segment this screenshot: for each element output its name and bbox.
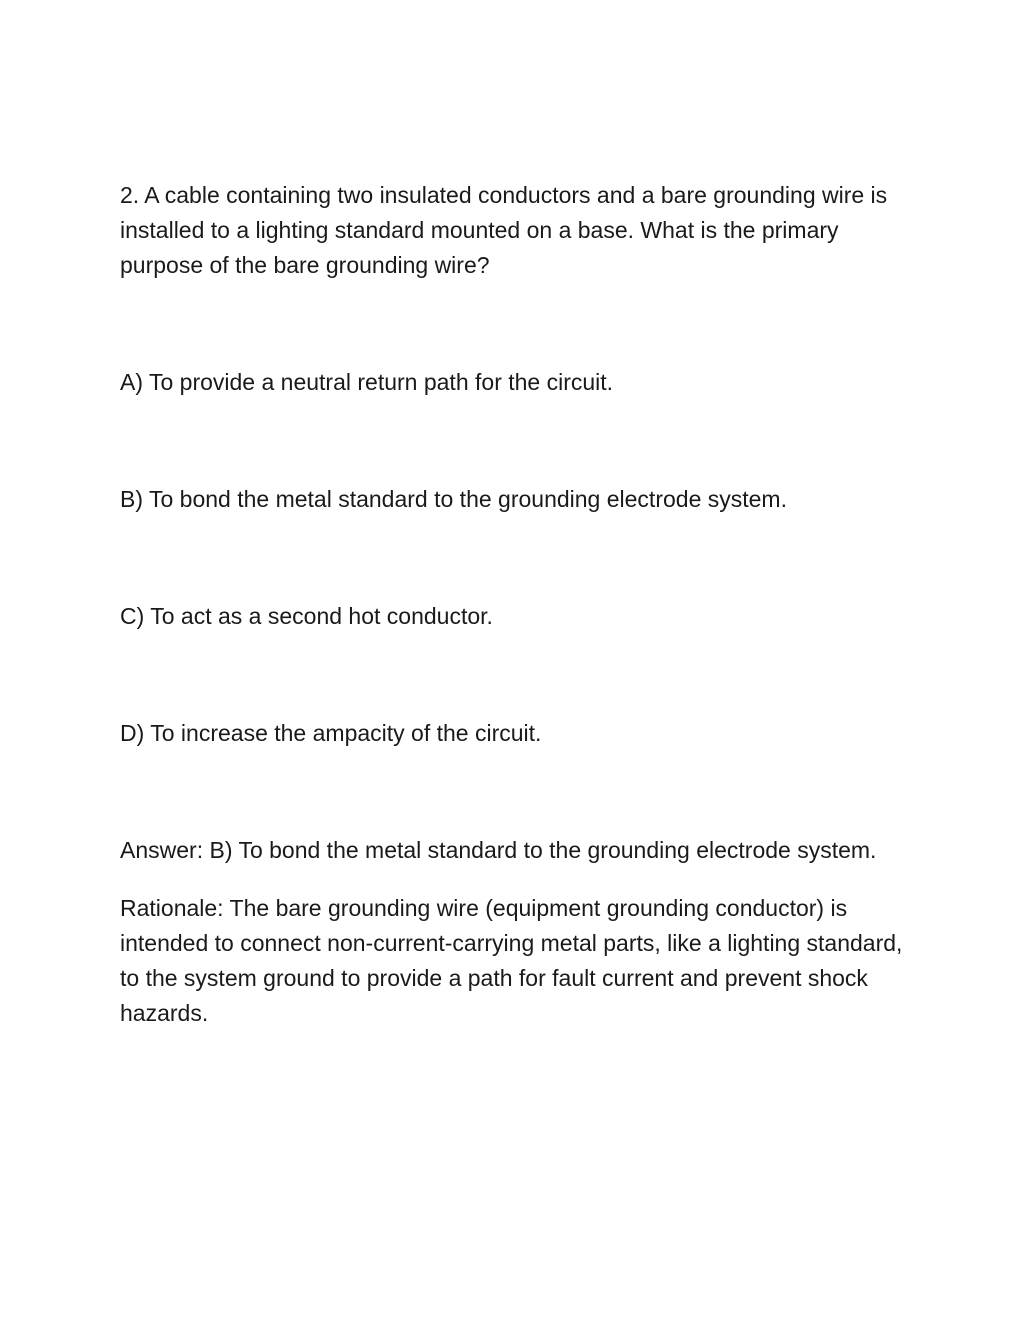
option-c: C) To act as a second hot conductor. — [120, 603, 493, 629]
option-a: A) To provide a neutral return path for the circuit. — [120, 369, 614, 395]
document-content — [120, 178, 910, 1031]
answer-text: Answer: B) To bond the metal standard to the grounding electrode system. — [120, 837, 877, 863]
option-d: D) To increase the ampacity of the circuit. — [120, 720, 542, 746]
rationale-text: Rationale: The bare grounding wire (equipment grounding conductor) is intended to connect non-current-carrying metal parts, like a lighting standard, to the system ground to provide a path for fault current and prevent shock hazards. — [120, 895, 903, 1026]
question-text: 2. A cable containing two insulated conductors and a bare grounding wire is installed to a lighting standard mounted on a base. What is the primary purpose of the bare grounding wire? — [120, 182, 888, 278]
option-b: B) To bond the metal standard to the grounding electrode system. — [120, 486, 787, 512]
